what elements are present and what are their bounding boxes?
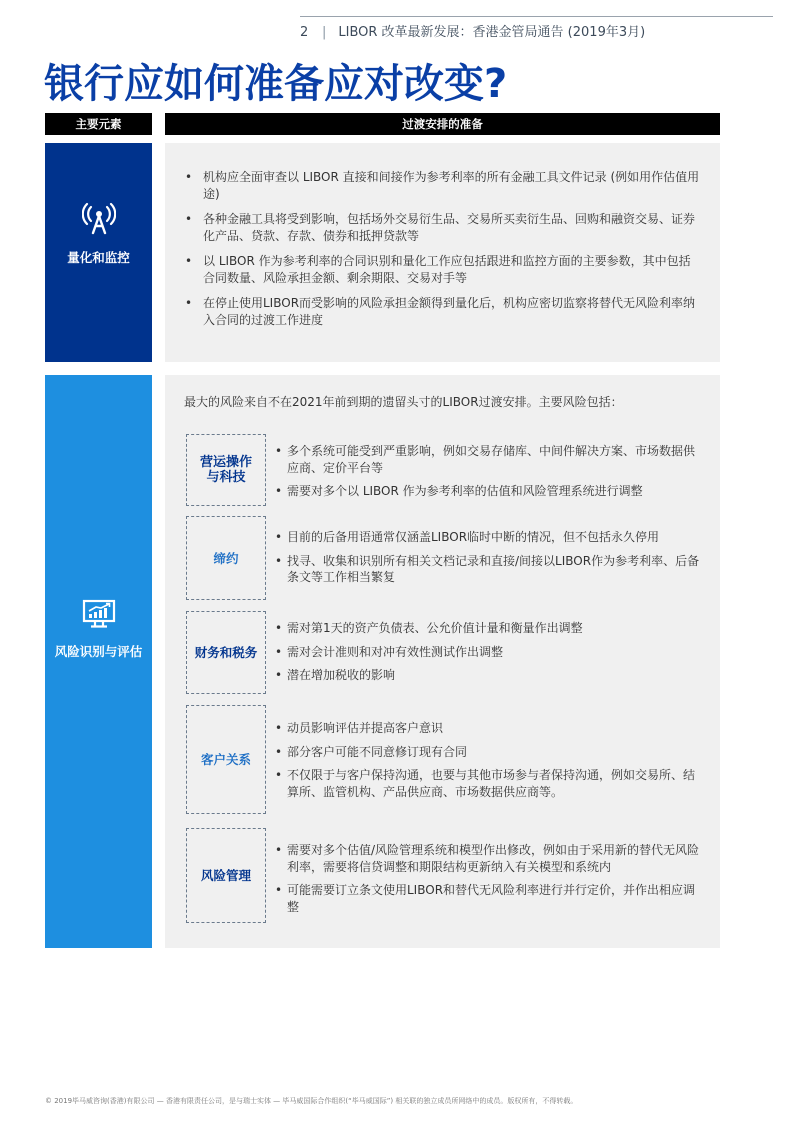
risk-category-operations-tech xyxy=(186,434,266,506)
risk-category-contracting xyxy=(186,516,266,600)
list-item: • 需要对多个估值/风险管理系统和模型作出修改，例如由于采用新的替代无风险利率，需要将信贷调整和期限结构更新纳入有关模型和系统内 xyxy=(273,842,703,875)
section-quantify-monitor-label-block xyxy=(45,143,152,362)
list-item: • 需要对多个以 LIBOR 作为参考利率的估值和风险管理系统进行调整 xyxy=(273,483,703,500)
risk-intro-text: 最大的风险来自不在2021年前到期的遗留头寸的LIBOR过渡安排。主要风险包括： xyxy=(184,395,623,409)
list-item: • 各种金融工具将受到影响，包括场外交易衍生品、交易所买卖衍生品、回购和融资交易、证券化产品、贷款、存款、债券和抵押贷款等 xyxy=(183,211,702,245)
risk-list-client-relations xyxy=(273,720,703,807)
page-title: 银行应如何准备应对改变? xyxy=(44,61,508,107)
list-item: • 潜在增加税收的影响 xyxy=(273,667,703,684)
risk-list-contracting xyxy=(273,529,703,593)
risk-category-finance-tax xyxy=(186,611,266,694)
list-item: • 需对会计准则和对冲有效性测试作出调整 xyxy=(273,644,703,661)
list-item: • 多个系统可能受到严重影响，例如交易存储库、中间件解决方案、市场数据供应商、定价平台等 xyxy=(273,443,703,476)
section-risk-assessment-label-block xyxy=(45,375,152,948)
risk-list-risk-management xyxy=(273,842,703,922)
list-item: • 可能需要订立条文使用LIBOR和替代无风险利率进行并行定价，并作出相应调整 xyxy=(273,882,703,915)
list-item: • 机构应全面审查以 LIBOR 直接和间接作为参考利率的所有金融工具文件记录 (例如用作估值用途) xyxy=(183,169,702,203)
header-rule xyxy=(300,16,773,17)
risk-category-label: 营运操作与科技 xyxy=(199,455,252,485)
monitor-chart-icon xyxy=(45,599,152,633)
signal-tower-icon xyxy=(45,201,152,239)
risk-category-label: 客户关系 xyxy=(200,752,251,767)
risk-list-operations-tech xyxy=(273,443,703,507)
list-item: • 目前的后备用语通常仅涵盖LIBOR临时中断的情况，但不包括永久停用 xyxy=(273,529,703,546)
risk-category-risk-management xyxy=(186,828,266,923)
section-risk-assessment-panel xyxy=(165,375,720,948)
column-header-key-elements: 主要元素 xyxy=(45,113,152,135)
list-item: • 需对第1天的资产负债表、公允价值计量和衡量作出调整 xyxy=(273,620,703,637)
column-header-transition-prep: 过渡安排的准备 xyxy=(165,113,720,135)
section-quantify-monitor-label: 量化和监控 xyxy=(67,250,130,265)
page-number: 2 xyxy=(300,25,309,40)
list-item: • 在停止使用LIBOR而受影响的风险承担金额得到量化后，机构应密切监察将替代无风险利率纳入合同的过渡工作进度 xyxy=(183,295,702,329)
list-item: • 不仅限于与客户保持沟通，也要与其他市场参与者保持沟通，例如交易所、结算所、监管机构、产品供应商、市场数据供应商等。 xyxy=(273,767,703,800)
copyright-footer: © 2019毕马威咨询(香港)有限公司 — 香港有限责任公司，是与瑞士实体 — 毕马威国际合作组织(“毕马威国际”) 相关联的独立成员所网络中的成员。版权所有，不得转载。 xyxy=(45,1097,578,1105)
section-risk-assessment-label: 风险识别与评估 xyxy=(54,644,143,659)
running-header xyxy=(300,21,773,40)
list-item: • 动员影响评估并提高客户意识 xyxy=(273,720,703,737)
section-quantify-monitor-panel xyxy=(165,143,720,362)
risk-category-label: 风险管理 xyxy=(200,868,251,883)
list-item: • 以 LIBOR 作为参考利率的合同识别和量化工作应包括跟进和监控方面的主要参数，其中包括合同数量、风险承担金额、剩余期限、交易对手等 xyxy=(183,253,702,287)
header-separator: | xyxy=(322,25,327,40)
risk-category-label: 财务和税务 xyxy=(194,645,258,660)
risk-category-client-relations xyxy=(186,705,266,814)
list-item: • 部分客户可能不同意修订现有合同 xyxy=(273,744,703,761)
risk-list-finance-tax xyxy=(273,620,703,691)
list-item: • 找寻、收集和识别所有相关文档记录和直接/间接以LIBOR作为参考利率、后备条文等工作相当繁复 xyxy=(273,553,703,586)
running-title: LIBOR 改革最新发展：香港金管局通告 (2019年3月) xyxy=(338,25,646,40)
risk-category-label: 缔约 xyxy=(213,550,239,566)
section-quantify-monitor-list xyxy=(183,169,702,329)
